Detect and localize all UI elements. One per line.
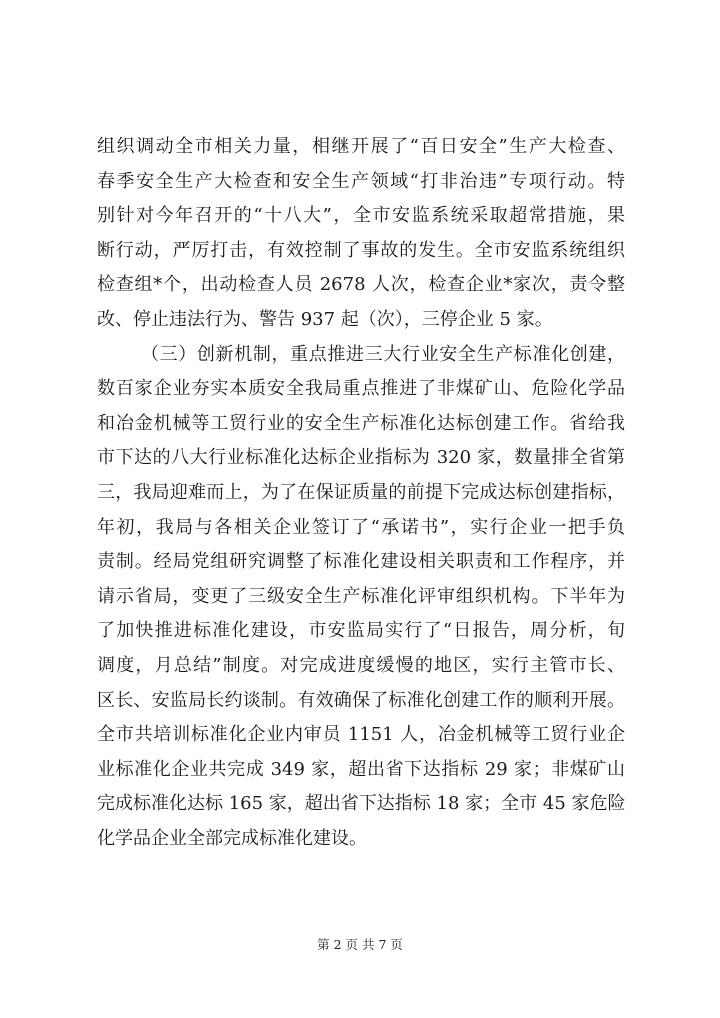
text-line: 市下达的八大行业标准化达标企业指标为 320 家，数量排全省第 xyxy=(97,447,625,469)
text-line: 请示省局，变更了三级安全生产标准化评审组织机构。下半年为 xyxy=(97,585,625,607)
text-line: 和冶金机械等工贸行业的安全生产标准化达标创建工作。省给我 xyxy=(97,412,625,434)
text-line: 责制。经局党组研究调整了标准化建设相关职责和工作程序，并 xyxy=(97,551,625,573)
text-line: 别针对今年召开的“十八大”，全市安监系统采取超常措施，果 xyxy=(97,205,625,227)
text-line: 完成标准化达标 165 家，超出省下达指标 18 家；全市 45 家危险 xyxy=(97,793,625,815)
text-line: 年初，我局与各相关企业签订了“承诺书”，实行企业一把手负 xyxy=(97,516,625,538)
body-text xyxy=(97,130,625,856)
text-line: 三，我局迎难而上，为了在保证质量的前提下完成达标创建指标， xyxy=(97,481,625,503)
text-line: 数百家企业夯实本质安全我局重点推进了非煤矿山、危险化学品 xyxy=(97,378,625,400)
text-line: 改、停止违法行为、警告 937 起（次），三停企业 5 家。 xyxy=(97,308,553,330)
text-line: 组织调动全市相关力量，相继开展了“百日安全”生产大检查、 xyxy=(97,136,625,157)
text-line: 全市共培训标准化企业内审员 1151 人，冶金机械等工贸行业企 xyxy=(97,724,625,746)
text-line: 化学品企业全部完成标准化建设。 xyxy=(97,827,367,849)
paragraph-heading-line: （三）创新机制，重点推进三大行业安全生产标准化创建， xyxy=(141,343,625,365)
text-line: 区长、安监局长约谈制。有效确保了标准化创建工作的顺利开展。 xyxy=(97,689,625,711)
text-line: 业标准化企业共完成 349 家，超出省下达指标 29 家；非煤矿山 xyxy=(97,758,625,780)
text-line: 了加快推进标准化建设，市安监局实行了“日报告，周分析，旬 xyxy=(97,620,625,642)
text-line: 调度，月总结”制度。对完成进度缓慢的地区，实行主管市长、 xyxy=(97,654,625,676)
text-line: 春季安全生产大检查和安全生产领域“打非治违”专项行动。特 xyxy=(97,170,625,192)
text-line: 断行动，严厉打击，有效控制了事故的发生。全市安监系统组织 xyxy=(97,239,625,261)
page-footer: 第 2 页 共 7 页 xyxy=(317,937,403,952)
text-line: 检查组*个，出动检查人员 2678 人次，检查企业*家次，责令整 xyxy=(97,274,625,296)
